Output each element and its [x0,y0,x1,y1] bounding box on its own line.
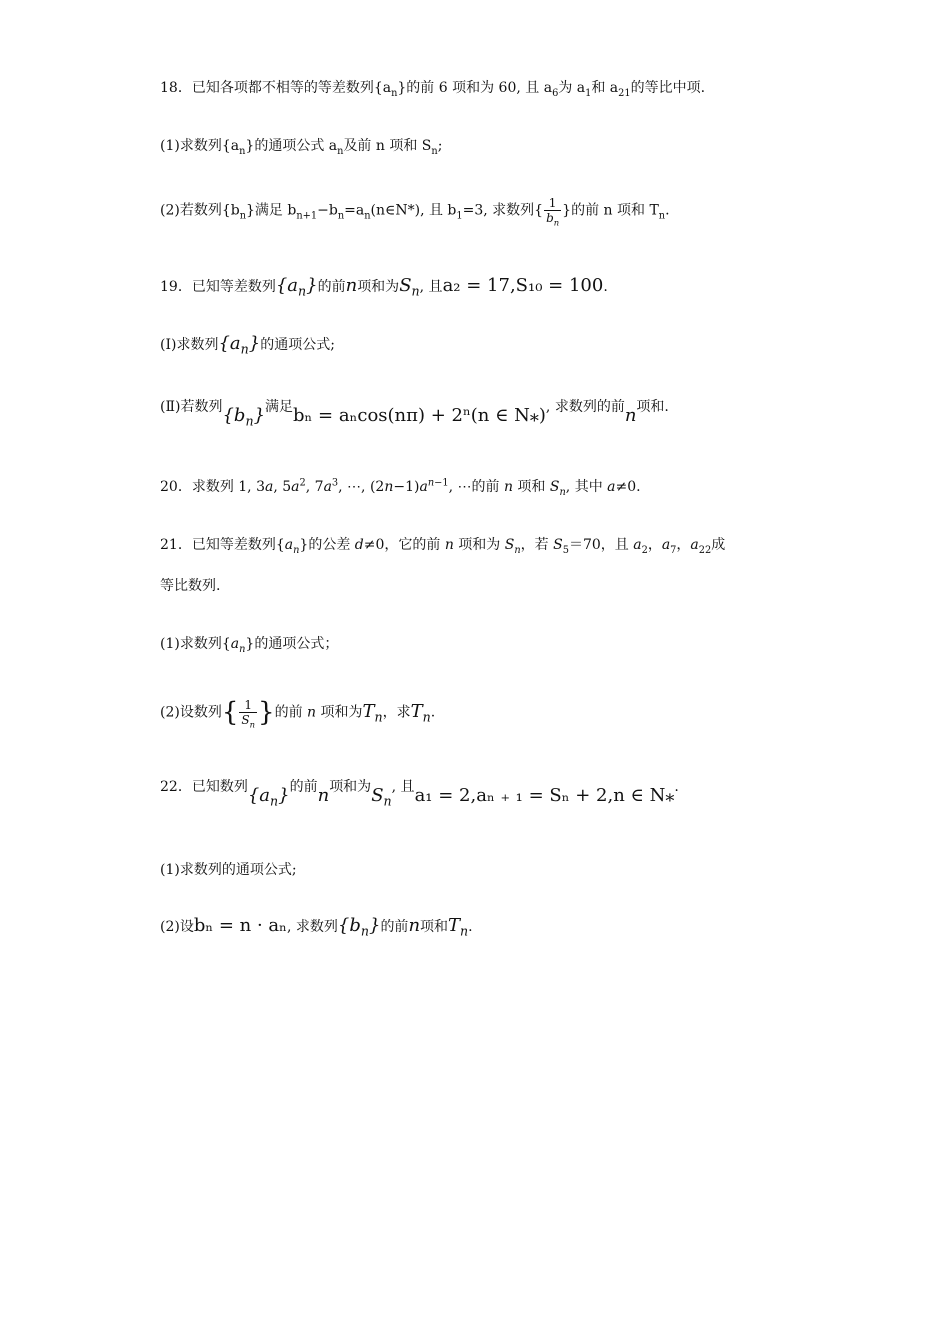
q22-stem: 22．已知数列$\{a_n\}$的前n项和为$S_n$, 且a₁ = 2,aₙ ₊ ₁ = Sₙ + 2,n ∈ N⁎. [160,779,679,809]
q21-stem: 21．已知等差数列$\{a_n\}$的公差 d≠0，它的前 n 项和为 $S_n$，若 $S_5=70$，且 $a_2$，$a_7$，$a_{22}$成 [160,537,726,556]
q19-stem: 19．已知等差数列$\{a_n\}$的前n项和为$S_n$, 且a₂ = 17,S₁₀ = 100. [160,275,608,299]
q22-part2: (2)设bₙ = n · aₙ, 求数列$\{b_n\}$的前n项和$T_n$. [160,915,473,939]
fraction-1-over-bn: $\frac{1}{b_n}$ [546,196,560,228]
q19-given-values: a₂ = 17,S₁₀ = 100 [442,275,604,296]
q19-part2: (Ⅱ)若数列$\{b_n\}$满足bₙ = aₙcos(nπ) + 2ⁿ(n ∈ N⁎), 求数列的前n项和. [160,399,669,429]
q22-part1: (1)求数列的通项公式; [160,862,297,878]
q20-stem: 20．求数列 1, 3a, $5a^2$, $7a^3$, ⋯, $(2n-1)a^{n-1}$, ⋯的前 n 项和 $S_n$, 其中 a≠0. [160,477,641,498]
q21-part2: (2)设数列{ $\frac{1}{S_n}$ }的前 n 项和为$T_n$，求$T_n$. [160,697,436,730]
q21-stem-line2: 等比数列. [160,578,221,594]
q19-bn-formula: bₙ = aₙcos(nπ) + 2ⁿ(n ∈ N⁎) [293,405,546,426]
q22-bn-formula: bₙ = n · aₙ [193,915,287,936]
q18-stem: 18．已知各项都不相等的等差数列$\{a_n\}$的前 6 项和为 60, 且 $a_6$为 $a_1$和 $a_{21}$的等比中项. [160,80,706,99]
q18-part1: (1)求数列$\{a_n\}$的通项公式 $a_n$及前 n 项和 $S_n$; [160,138,443,157]
fraction-1-over-sn: $\frac{1}{S_n}$ [241,698,256,730]
q18-part2: (2)若数列$\{b_n\}$满足 $b_{n+1}-b_n=a_n(n\in N*)$, 且 $b_1=3$, 求数列{ $\frac{1}{b_n}$ }的前 n 项和 $T_n$. [160,196,670,228]
q21-part1: (1)求数列$\{a_n\}$的通项公式； [160,636,339,655]
q22-given-values: a₁ = 2,aₙ ₊ ₁ = Sₙ + 2,n ∈ N⁎ [414,785,675,806]
q19-part1: (Ⅰ)求数列$\{a_n\}$的通项公式; [160,333,335,357]
